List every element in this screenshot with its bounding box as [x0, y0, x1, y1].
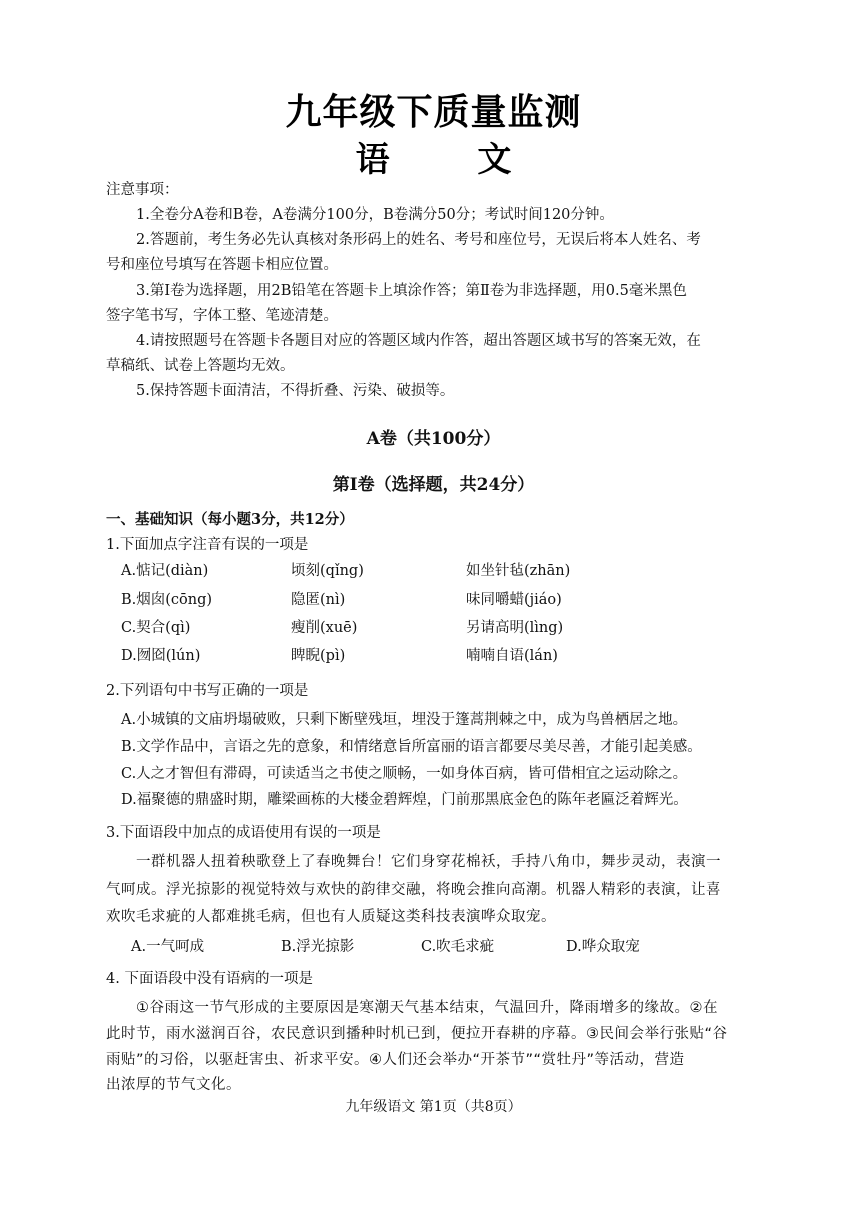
q1-option-c-2: 瘦削(xuē) — [291, 620, 358, 636]
section-basic-knowledge: 一、基础知识（每小题3分，共12分） — [106, 511, 354, 528]
notice-item-3: 3.第Ⅰ卷为选择题，用2B铅笔在答题卡上填涂作答；第Ⅱ卷为非选择题，用0.5毫米黑色 — [136, 283, 687, 299]
q3-option-d: D.哗众取宠 — [566, 939, 640, 955]
q4-stem: 4. 下面语段中没有语病的一项是 — [106, 971, 313, 987]
notice-item-5: 5.保持答题卡面清洁，不得折叠、污染、破损等。 — [136, 383, 455, 399]
q1-option-a-1: A.惦记(diàn) — [121, 563, 209, 579]
q1-option-d-2: 睥睨(pì) — [291, 648, 346, 664]
q1-stem: 1.下面加点字注音有误的一项是 — [106, 537, 309, 553]
q1-option-c-1: C.契合(qì) — [121, 620, 191, 636]
q3-passage-line-1: 一群机器人扭着秧歌登上了春晚舞台！它们身穿花棉袄，手持八角巾，舞步灵动，表演一 — [136, 854, 721, 870]
q2-option-a: A.小城镇的文庙坍塌破败，只剩下断壁残垣，埋没于篷蒿荆棘之中，成为鸟兽栖居之地。 — [121, 712, 688, 728]
q1-option-b-3: 味同嚼蜡(jiáo) — [466, 592, 562, 608]
q3-stem: 3.下面语段中加点的成语使用有误的一项是 — [106, 825, 381, 841]
notice-item-4: 4.请按照题号在答题卡各题目对应的答题区域内作答，超出答题区域书写的答案无效，在 — [136, 333, 701, 349]
notice-item-2-cont: 号和座位号填写在答题卡相应位置。 — [106, 257, 338, 273]
q3-passage-line-3: 欢吹毛求疵的人都难挑毛病，但也有人质疑这类科技表演哗众取宠。 — [106, 909, 556, 925]
exam-title: 九年级下质量监测 — [285, 91, 582, 133]
q1-option-a-2: 顷刻(qǐng) — [291, 563, 364, 579]
notice-item-2: 2.答题前，考生务必先认真核对条形码上的姓名、考号和座位号，无误后将本人姓名、考 — [136, 232, 701, 248]
q4-passage-line-1: ①谷雨这一节气形成的主要原因是寒潮天气基本结束，气温回升，降雨增多的缘故。②在 — [136, 1000, 718, 1016]
q4-passage-line-3: 雨贴”的习俗，以驱赶害虫、祈求平安。④人们还会举办“开茶节”“赏牡丹”等活动，营造 — [106, 1052, 685, 1068]
section-a-volume: A卷（共100分） — [366, 429, 501, 449]
q1-option-a-3: 如坐针毡(zhān) — [466, 563, 571, 579]
q3-option-a: A.一气呵成 — [131, 939, 205, 955]
q4-passage-line-2: 此时节，雨水滋润百谷，农民意识到播种时机已到，便拉开春耕的序幕。③民间会举行张贴“谷 — [106, 1026, 728, 1042]
notice-item-4-cont: 草稿纸、试卷上答题均无效。 — [106, 358, 295, 374]
q4-passage-line-4: 出浓厚的节气文化。 — [106, 1077, 241, 1093]
notice-heading: 注意事项： — [106, 182, 179, 198]
page-footer: 九年级语文 第1页（共8页） — [345, 1099, 522, 1115]
q2-option-c: C.人之才智但有滞碍，可读适当之书使之顺畅，一如身体百病，皆可借相宜之运动除之。 — [121, 766, 688, 782]
q1-option-d-3: 喃喃自语(lán) — [466, 648, 558, 664]
q3-option-c: C.吹毛求疵 — [421, 939, 495, 955]
q2-option-d: D.福聚德的鼎盛时期，雕梁画栋的大楼金碧辉煌，门前那黑底金色的陈年老匾泛着辉光。 — [121, 792, 688, 808]
q1-option-b-1: B.烟囱(cōng) — [121, 592, 213, 608]
notice-item-1: 1.全卷分A卷和B卷，A卷满分100分，B卷满分50分；考试时间120分钟。 — [136, 207, 614, 223]
q3-passage-line-2: 气呵成。浮光掠影的视觉特效与欢快的韵律交融，将晚会推向高潮。机器人精彩的表演，让喜 — [106, 882, 721, 898]
q1-option-d-1: D.囫囵(lún) — [121, 648, 201, 664]
q1-option-c-3: 另请高明(lìng) — [466, 620, 564, 636]
q2-option-b: B.文学作品中，言语之先的意象，和情绪意旨所富丽的语言都要尽美尽善，才能引起美感。 — [121, 739, 702, 755]
q3-option-b: B.浮光掠影 — [281, 939, 355, 955]
section-part1: 第Ⅰ卷（选择题，共24分） — [332, 475, 535, 495]
notice-item-3-cont: 签字笔书写，字体工整、笔迹清楚。 — [106, 308, 338, 324]
q1-option-b-2: 隐匿(nì) — [291, 592, 346, 608]
q2-stem: 2.下列语句中书写正确的一项是 — [106, 683, 309, 699]
subject-title: 语 文 — [355, 140, 550, 180]
